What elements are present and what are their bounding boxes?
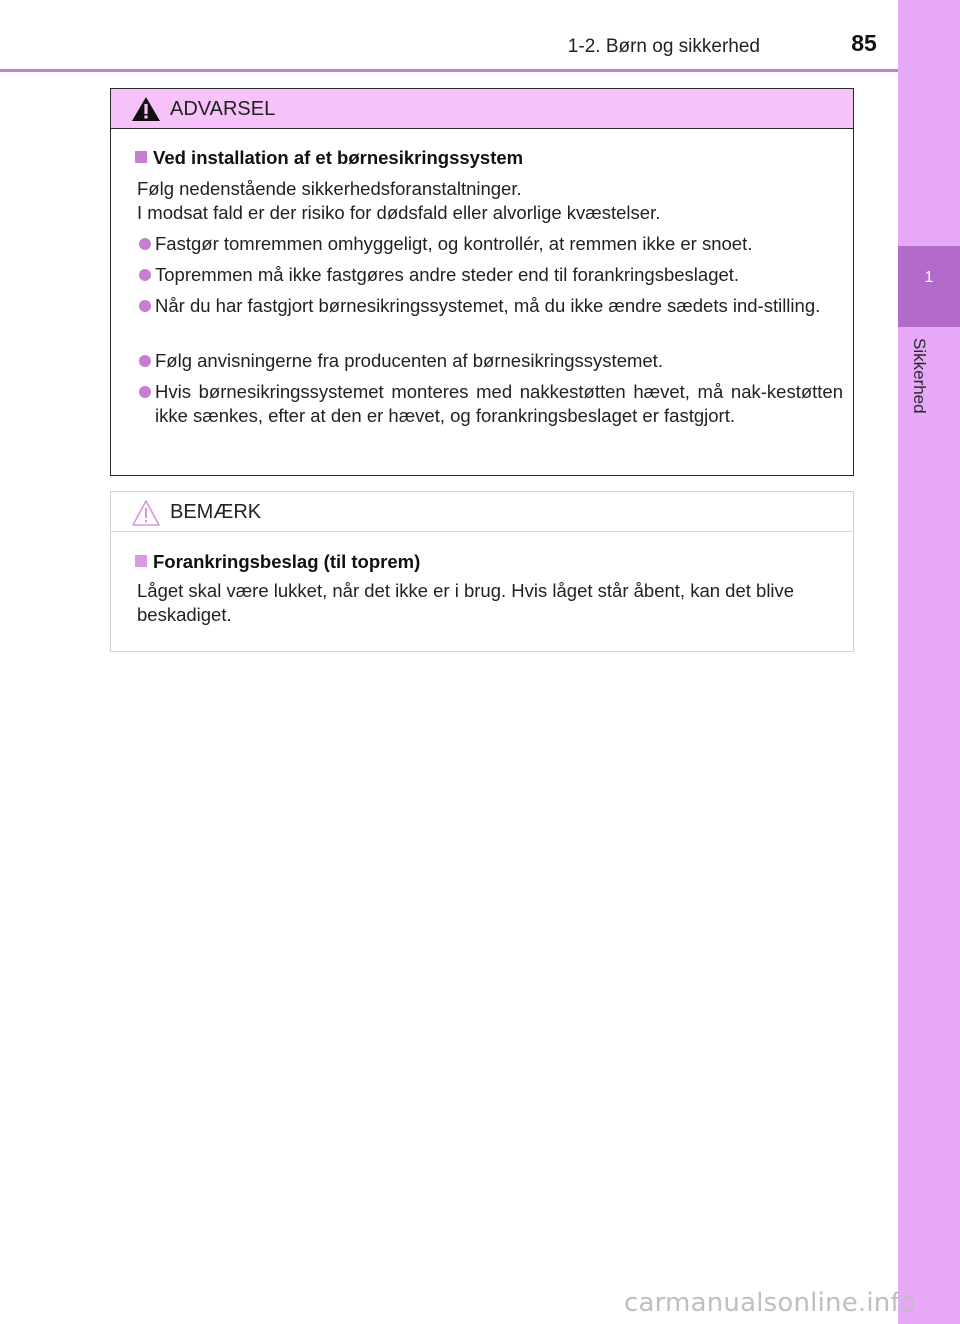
warning-triangle-icon <box>131 96 161 122</box>
square-bullet-icon <box>135 151 147 163</box>
chapter-side-tab <box>898 0 960 1324</box>
warning-bullet: Hvis børnesikringssystemet monteres med nakkestøtten hævet, må nak-kestøtten ikke sænkes, efter at den er hævet, og forankringsbeslaget er fastgjort. <box>139 380 843 428</box>
notice-header <box>111 492 853 532</box>
notice-title: BEMÆRK <box>170 501 262 523</box>
warning-intro-line1: Følg nedenstående sikkerhedsforanstaltninger. <box>137 178 522 199</box>
notice-text: Låget skal være lukket, når det ikke er i brug. Hvis låget står åbent, kan det blive beskadiget. <box>137 580 795 625</box>
bullet-dot-icon <box>139 386 151 398</box>
bullet-dot-icon <box>139 238 151 250</box>
warning-bullet: Fastgør tomremmen omhyggeligt, og kontrollér, at remmen ikke er snoet. <box>139 232 843 256</box>
watermark-logo: carmanualsonline.info <box>624 1288 916 1318</box>
header-section-title: 1-2. Børn og sikkerhed <box>567 36 760 57</box>
page-number: 85 <box>851 30 877 56</box>
warning-title: ADVARSEL <box>170 98 276 120</box>
warning-section-title: Ved installation af et børnesikringssystem <box>135 147 523 169</box>
bullet-dot-icon <box>139 300 151 312</box>
chapter-number-box <box>898 246 960 327</box>
warning-bullet: Følg anvisningerne fra producenten af børnesikringssystemet. <box>139 349 843 373</box>
header-divider <box>0 69 898 72</box>
caution-triangle-icon <box>131 499 161 527</box>
warning-bullet: Topremmen må ikke fastgøres andre steder end til forankringsbeslaget. <box>139 263 843 287</box>
chapter-label: Sikkerhed <box>910 338 929 414</box>
warning-bullet: Når du har fastgjort børnesikringssystemet, må du ikke ændre sædets ind-stilling. <box>139 294 843 318</box>
notice-section-title: Forankringsbeslag (til toprem) <box>135 551 420 573</box>
notice-box <box>110 491 854 652</box>
warning-intro-line2: I modsat fald er der risiko for dødsfald eller alvorlige kvæstelser. <box>137 202 661 223</box>
square-bullet-icon <box>135 555 147 567</box>
bullet-dot-icon <box>139 269 151 281</box>
warning-header <box>111 89 853 129</box>
bullet-dot-icon <box>139 355 151 367</box>
warning-box <box>110 88 854 476</box>
chapter-number: 1 <box>924 269 934 286</box>
